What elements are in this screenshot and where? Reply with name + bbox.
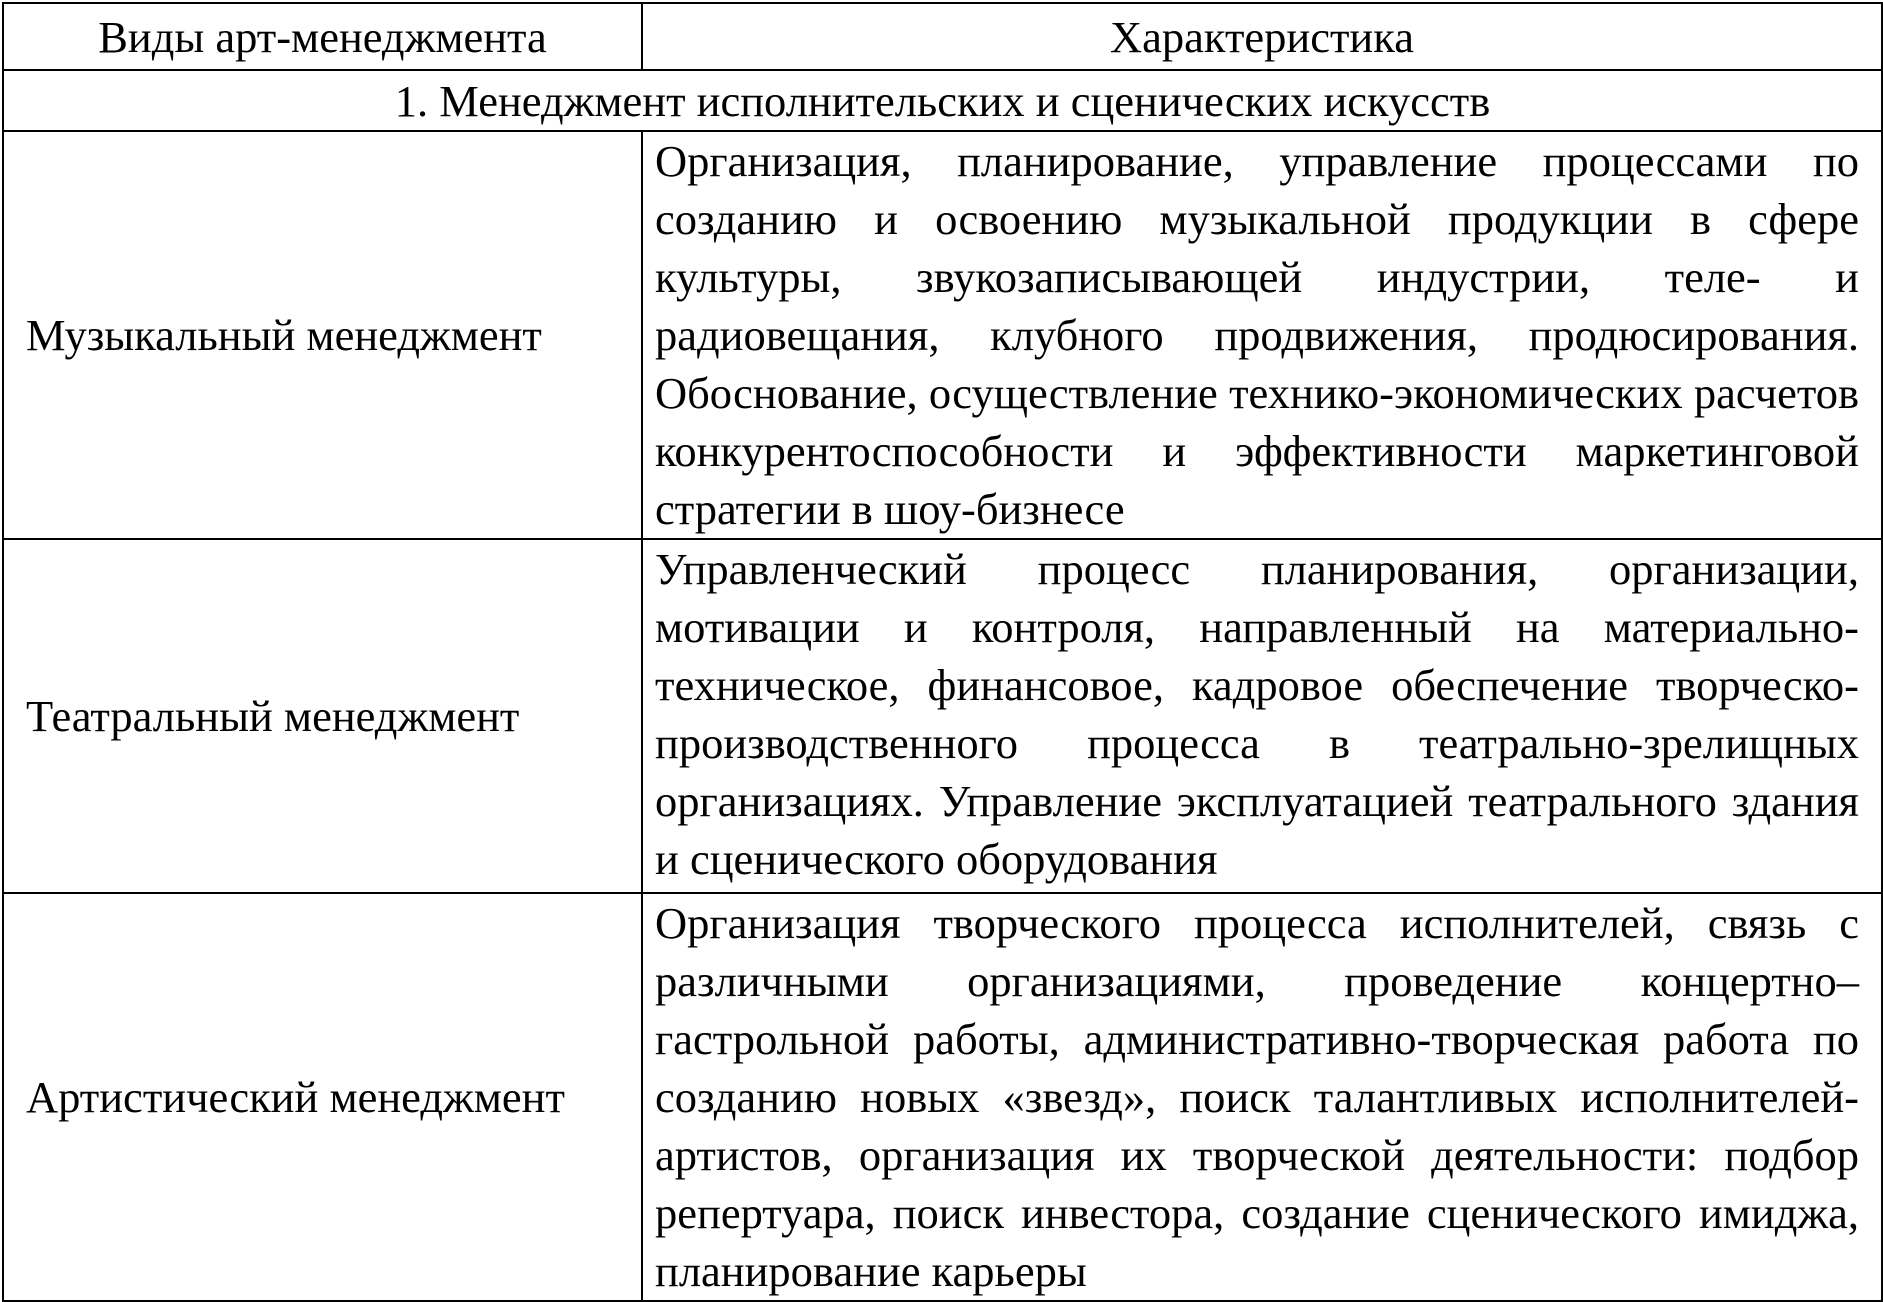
- description-text: Организация, планирование, управление процессами по созданию и освоению музыкальной продукции в сфере культуры, звукозаписывающей индустрии, теле- и радиовещания, клубного продвижения, продюсирования. Обоснование, осуществление технико-экономических расчетов конкурентоспособности и эффективности маркетинговой стратегии в шоу-бизнесе: [655, 136, 1859, 534]
- table-row: [3, 539, 1882, 893]
- type-cell-artist: Артистический менеджмент: [3, 893, 642, 1301]
- type-cell-music: Музыкальный менеджмент: [3, 131, 642, 539]
- table-row: [3, 131, 1882, 539]
- section-title: 1. Менеджмент исполнительских и сценических искусств: [3, 70, 1882, 131]
- description-cell-artist: [642, 893, 1882, 1301]
- description-text: Организация творческого процесса исполнителей, связь с различными организациями, проведение концертно–гастрольной работы, административно-творческая работа по созданию новых «звезд», поиск талантливых исполнителей-артистов, организация их творческой деятельности: подбор репертуара, поиск инвестора, создание сценического имиджа, планирование карьеры: [655, 898, 1859, 1296]
- header-characteristic: Характеристика: [642, 3, 1882, 70]
- type-cell-theatre: Театральный менеджмент: [3, 539, 642, 893]
- description-cell-theatre: [642, 539, 1882, 893]
- art-management-table: [2, 2, 1883, 1302]
- description-cell-music: [642, 131, 1882, 539]
- table-row: [3, 893, 1882, 1301]
- table-header-row: [3, 3, 1882, 70]
- header-types: Виды арт-менеджмента: [3, 3, 642, 70]
- description-text: Управленческий процесс планирования, организации, мотивации и контроля, направленный на материально-техническое, финансовое, кадровое обеспечение творческо-производственного процесса в театрально-зрелищных организациях. Управление эксплуатацией театрального здания и сценического оборудования: [655, 544, 1859, 884]
- section-row: [3, 70, 1882, 131]
